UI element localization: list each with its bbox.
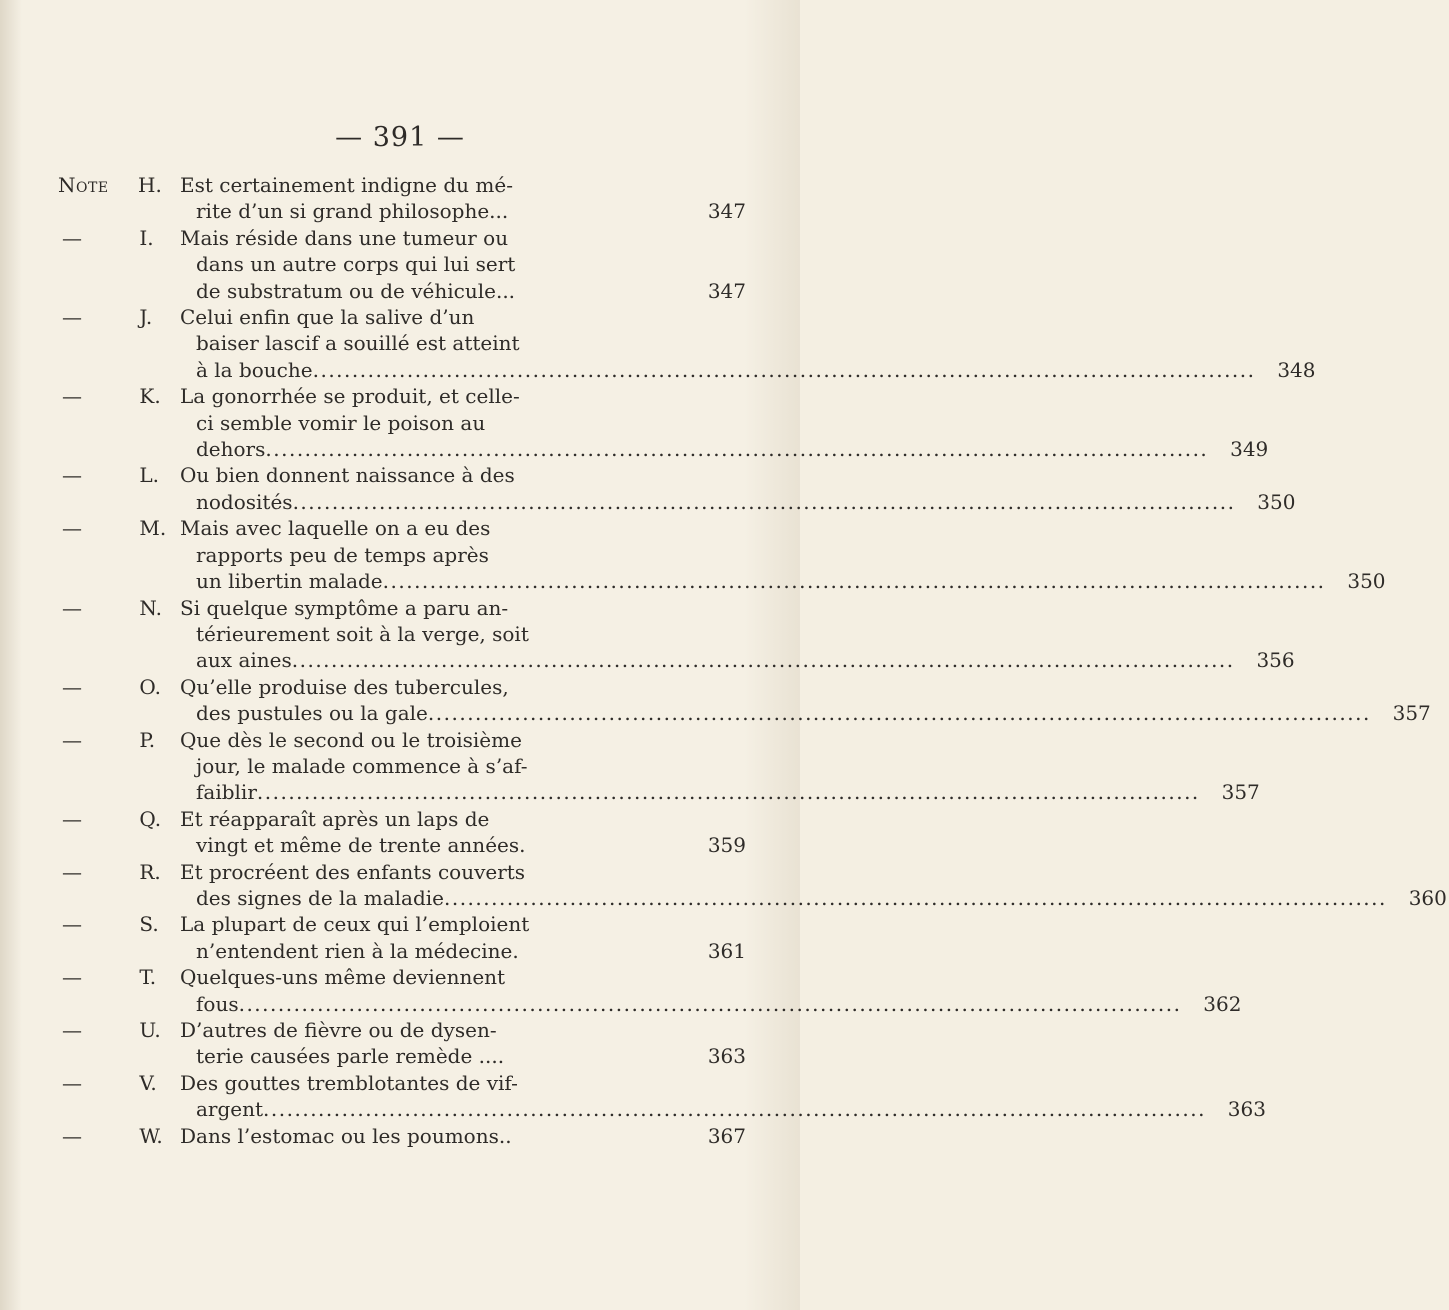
entry-letter: T. <box>139 965 157 990</box>
page-reference: 357 <box>1392 701 1431 726</box>
ditto-dash: — <box>62 965 83 990</box>
entry-line-text: des signes de la maladie <box>196 885 444 910</box>
dot-leader: ........................................................................................................................ <box>263 1097 1206 1122</box>
index-entry <box>58 225 748 304</box>
dot-leader: ........................................................................................................................ <box>265 437 1209 462</box>
page-reference: 360 <box>1408 885 1447 910</box>
dot-leader: ........................................................................................................................ <box>256 780 1200 805</box>
ditto-dash: — <box>62 1070 83 1095</box>
entry-line: rite d’un si grand philosophe... <box>196 199 509 224</box>
entry-letter: W. <box>139 1123 163 1148</box>
page-reference: 347 <box>707 278 746 303</box>
index-entry <box>58 964 1242 1017</box>
dot-leader: ........................................................................................................................ <box>292 489 1236 514</box>
entry-line: n’entendent rien à la médecine. <box>196 938 519 963</box>
entry-line: Et réapparaît après un laps de <box>180 806 490 831</box>
index-entry <box>58 1017 748 1070</box>
ditto-dash: — <box>62 727 83 752</box>
page-header-number: — 391 — <box>335 122 465 153</box>
entry-text <box>180 595 1235 674</box>
entry-lead <box>58 911 180 964</box>
entry-lead <box>58 304 180 383</box>
entry-line: dans un autre corps qui lui sert <box>196 252 516 277</box>
entry-lead <box>58 1017 180 1070</box>
entry-line: ci semble vomir le poison au <box>196 410 486 435</box>
ditto-dash: — <box>62 859 83 884</box>
entry-lead <box>58 859 180 912</box>
page-gutter-shadow <box>0 0 22 1310</box>
page-reference: 357 <box>1221 780 1260 805</box>
entry-text <box>180 727 1200 806</box>
page-reference: 347 <box>707 199 746 224</box>
entry-letter: I. <box>139 225 154 250</box>
entry-text <box>180 172 686 225</box>
page-reference: 363 <box>1227 1097 1266 1122</box>
entry-letter: R. <box>139 859 161 884</box>
ditto-dash: — <box>62 806 83 831</box>
entry-line-text: des pustules ou la gale <box>196 701 428 726</box>
entry-text <box>180 1123 686 1149</box>
entry-line: Qu’elle produise des tubercules, <box>180 674 509 699</box>
page-reference: 362 <box>1203 991 1242 1016</box>
entry-line <box>180 991 1181 1017</box>
ditto-dash: — <box>62 1123 83 1148</box>
entry-text <box>180 911 686 964</box>
entry-letter: S. <box>139 912 159 937</box>
entry-text <box>180 1017 686 1070</box>
entry-line <box>180 885 1387 911</box>
entry-text <box>180 674 1371 727</box>
index-entry <box>58 595 1295 674</box>
entry-line: Et procréent des enfants couverts <box>180 859 526 884</box>
entry-letter: O. <box>139 674 161 699</box>
page-reference: 350 <box>1347 569 1386 594</box>
entry-text <box>180 383 1208 462</box>
index-entry <box>58 383 1269 462</box>
entry-line: Mais avec laquelle on a eu des <box>180 516 491 541</box>
entry-line: baiser lascif a souillé est atteint <box>196 331 520 356</box>
entry-line: D’autres de fièvre ou de dysen- <box>180 1018 497 1042</box>
index-entry <box>58 859 1447 912</box>
entry-line: Si quelque symptôme a paru an- <box>180 595 509 620</box>
ditto-dash: — <box>62 463 83 488</box>
entry-line-text: à la bouche <box>196 357 313 382</box>
index-entry <box>58 172 748 225</box>
entry-letter: H. <box>138 173 162 197</box>
page-reference: 359 <box>707 833 746 858</box>
dot-leader: ........................................................................................................................ <box>427 701 1371 726</box>
ditto-dash: — <box>62 516 83 541</box>
page-reference: 361 <box>707 938 746 963</box>
index-entry <box>58 1070 1266 1123</box>
entry-line: térieurement soit à la verge, soit <box>196 621 529 646</box>
entry-line: de substratum ou de véhicule... <box>196 278 516 303</box>
ditto-dash: — <box>62 384 83 409</box>
index-entry <box>58 806 748 859</box>
index-entry <box>58 727 1260 806</box>
entry-line <box>180 647 1235 673</box>
entry-line <box>180 700 1371 726</box>
ditto-dash: — <box>62 225 83 250</box>
entry-lead <box>58 225 180 304</box>
note-label: Note <box>58 173 109 197</box>
entry-line <box>180 436 1208 462</box>
entry-lead <box>58 595 180 674</box>
entry-lead <box>58 674 180 727</box>
dot-leader: ........................................................................................................................ <box>312 357 1256 382</box>
entry-lead <box>58 383 180 462</box>
entry-text <box>180 859 1387 912</box>
index-entry <box>58 1123 748 1149</box>
entry-line: terie causées parle remède .... <box>196 1044 505 1069</box>
entry-letter: N. <box>139 595 162 620</box>
entry-line-text: argent <box>196 1097 264 1122</box>
index-entry <box>58 304 1316 383</box>
entry-line-text: aux aines <box>196 648 292 673</box>
ditto-dash: — <box>62 595 83 620</box>
page-reference: 349 <box>1230 437 1269 462</box>
entry-line: vingt et même de trente années. <box>196 833 526 858</box>
entry-line <box>180 489 1235 515</box>
entry-line <box>180 779 1200 805</box>
entry-lead <box>58 515 180 594</box>
entry-text <box>180 1070 1206 1123</box>
dot-leader: ........................................................................................................................ <box>238 991 1182 1016</box>
entry-lead <box>58 806 180 859</box>
entry-line-text: nodosités <box>196 489 293 514</box>
index-entry <box>58 674 1431 727</box>
entry-text <box>180 225 686 304</box>
entry-line <box>180 1096 1206 1122</box>
entry-letter: U. <box>139 1018 161 1042</box>
ditto-dash: — <box>62 912 83 937</box>
entry-lead <box>58 964 180 1017</box>
entry-line: Celui enfin que la salive d’un <box>180 305 475 330</box>
entry-line: Ou bien donnent naissance à des <box>180 463 515 488</box>
entry-lead <box>58 1070 180 1123</box>
entry-lead <box>58 727 180 806</box>
entry-letter: Q. <box>139 806 162 831</box>
entry-lead <box>58 462 180 515</box>
entry-line: Mais réside dans une tumeur ou <box>180 225 509 250</box>
entry-line: Dans l’estomac ou les poumons.. <box>180 1123 512 1148</box>
entry-line-text: un libertin malade <box>196 569 383 594</box>
entry-line: Est certainement indigne du mé- <box>180 173 513 197</box>
ditto-dash: — <box>62 674 83 699</box>
entry-line-text: faiblir <box>196 780 257 805</box>
entry-letter: K. <box>139 384 161 409</box>
page-reference: 363 <box>707 1044 746 1069</box>
entry-letter: L. <box>139 463 160 488</box>
entry-letter: P. <box>139 727 156 752</box>
entry-line: La gonorrhée se produit, et celle- <box>180 384 520 409</box>
index-entry <box>58 462 1296 515</box>
entry-lead <box>58 1123 180 1149</box>
dot-leader: ........................................................................................................................ <box>382 569 1326 594</box>
page-reference: 348 <box>1277 357 1316 382</box>
entry-text <box>180 462 1235 515</box>
page-reference: 356 <box>1256 648 1295 673</box>
ditto-dash: — <box>62 1018 83 1042</box>
entry-text <box>180 964 1181 1017</box>
dot-leader: ........................................................................................................................ <box>443 885 1387 910</box>
dot-leader: ........................................................................................................................ <box>291 648 1235 673</box>
entry-line <box>180 357 1256 383</box>
entry-line <box>180 568 1326 594</box>
ditto-dash: — <box>62 305 83 330</box>
entry-line: La plupart de ceux qui l’emploient <box>180 912 530 937</box>
entry-lead <box>58 172 180 225</box>
entry-letter: J. <box>139 305 153 330</box>
index-entry <box>58 515 1386 594</box>
entry-text <box>180 806 686 859</box>
notes-index <box>58 172 1447 1149</box>
page-reference: 350 <box>1257 489 1296 514</box>
page-reference: 367 <box>707 1123 746 1148</box>
entry-text <box>180 515 1326 594</box>
index-entry <box>58 911 748 964</box>
entry-text <box>180 304 1256 383</box>
entry-line: jour, le malade commence à s’af- <box>196 753 528 778</box>
entry-letter: V. <box>139 1070 157 1095</box>
entry-letter: M. <box>139 516 167 541</box>
entry-line-text: fous <box>196 991 239 1016</box>
entry-line: Que dès le second ou le troisième <box>180 727 522 752</box>
entry-line-text: dehors <box>196 437 266 462</box>
entry-line: rapports peu de temps après <box>196 542 489 567</box>
entry-line: Quelques-uns même deviennent <box>180 965 506 990</box>
entry-line: Des gouttes tremblotantes de vif- <box>180 1070 518 1095</box>
